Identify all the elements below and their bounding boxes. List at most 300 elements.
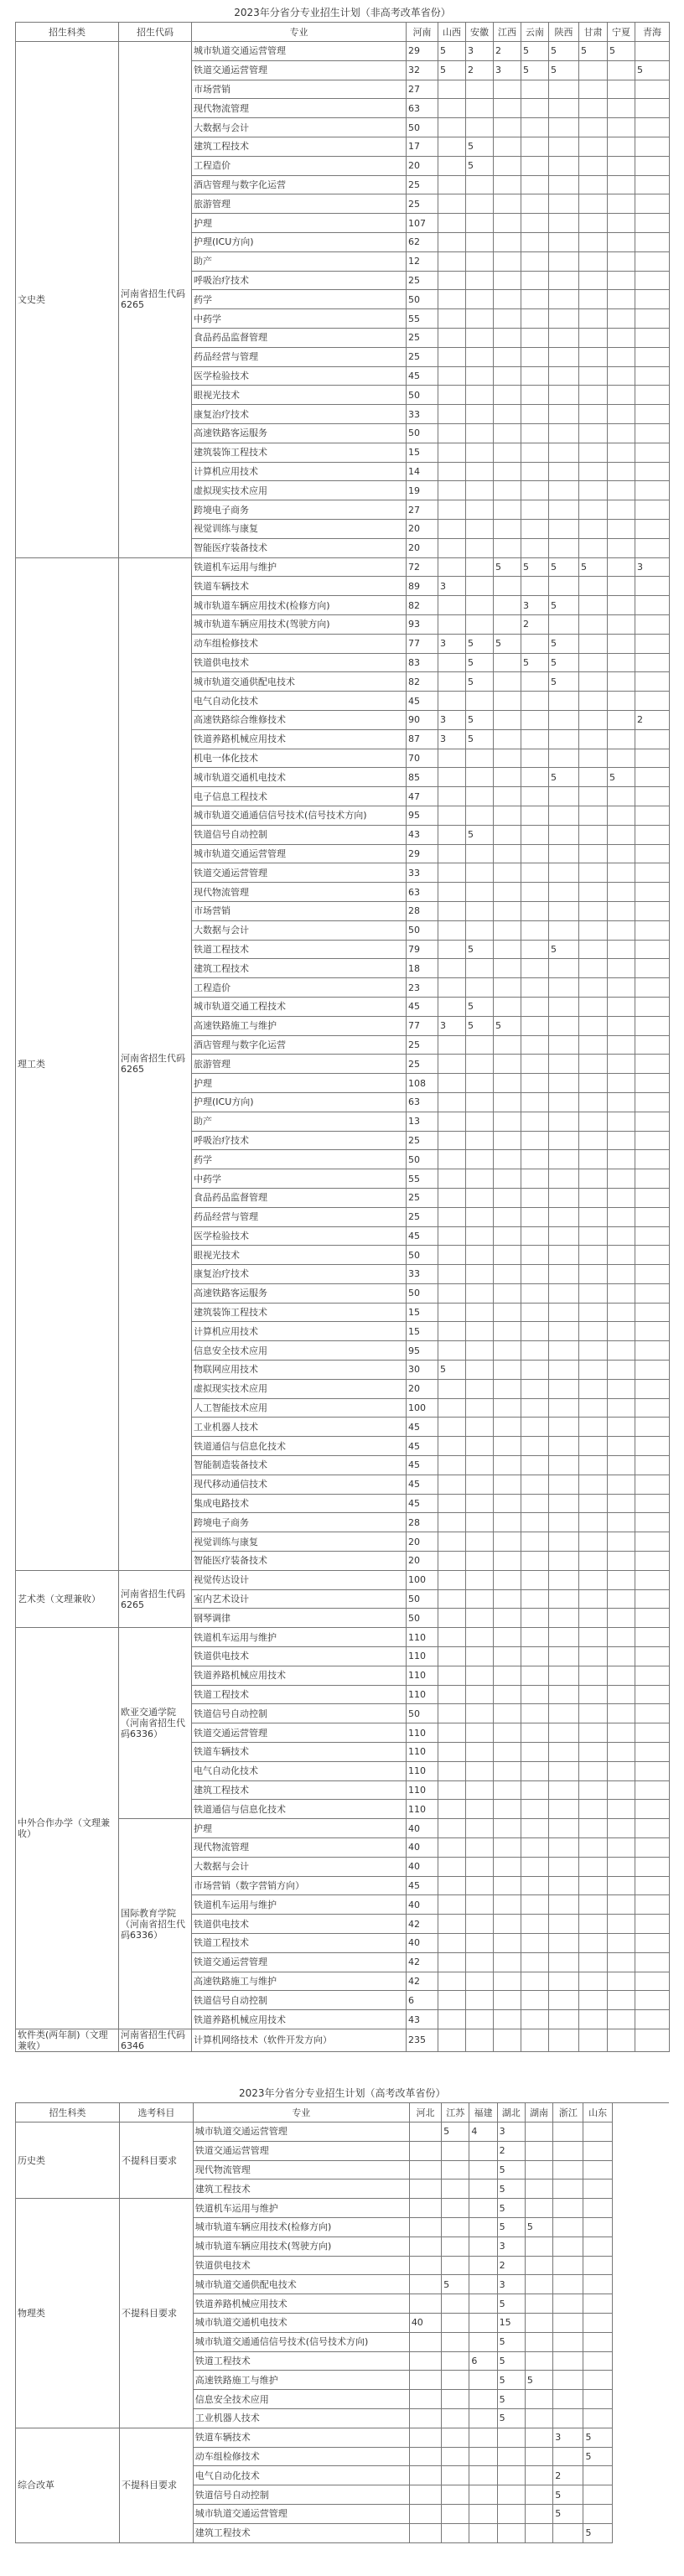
quota-cell	[549, 1092, 579, 1112]
quota-cell	[608, 692, 635, 711]
quota-cell	[466, 424, 494, 443]
quota-cell	[579, 347, 608, 366]
quota-cell	[494, 118, 521, 137]
major-cell: 城市轨道交通运营管理	[193, 2505, 409, 2524]
quota-cell: 14	[407, 462, 438, 481]
quota-cell: 25	[407, 1035, 438, 1055]
quota-cell	[549, 2010, 579, 2029]
major-cell: 城市轨道交通运营管理	[192, 844, 407, 863]
quota-cell	[525, 2256, 552, 2275]
quota-cell	[466, 1398, 494, 1418]
quota-cell: 110	[407, 1685, 438, 1704]
table-row	[16, 2122, 670, 2142]
quota-cell: 20	[407, 520, 438, 539]
quota-cell	[525, 2314, 552, 2333]
quota-cell	[635, 768, 670, 787]
quota-cell	[438, 672, 466, 692]
quota-cell	[466, 1647, 494, 1666]
major-cell: 机电一体化技术	[192, 749, 407, 768]
major-cell: 呼吸治疗技术	[192, 1131, 407, 1150]
quota-cell	[549, 1532, 579, 1552]
quota-cell	[494, 1169, 521, 1189]
quota-cell	[442, 2505, 469, 2524]
quota-cell	[521, 959, 549, 978]
quota-cell	[438, 692, 466, 711]
quota-cell	[608, 271, 635, 290]
major-cell: 铁道信号自动控制	[192, 825, 407, 844]
quota-cell	[549, 271, 579, 290]
major-cell: 助产	[192, 1112, 407, 1131]
major-cell: 铁道信号自动控制	[192, 1704, 407, 1723]
quota-cell	[438, 481, 466, 500]
quota-cell	[466, 863, 494, 883]
quota-cell	[521, 1246, 549, 1265]
quota-cell	[466, 347, 494, 366]
quota-cell	[494, 1933, 521, 1952]
major-cell: 现代物流管理	[192, 883, 407, 902]
quota-cell	[579, 1876, 608, 1895]
quota-cell	[466, 901, 494, 920]
quota-cell	[635, 920, 670, 940]
quota-cell	[438, 271, 466, 290]
quota-cell	[438, 1915, 466, 1934]
quota-cell	[553, 2122, 583, 2142]
quota-cell	[466, 271, 494, 290]
quota-cell	[438, 118, 466, 137]
quota-cell	[579, 940, 608, 959]
quota-cell	[549, 443, 579, 462]
quota-cell	[608, 920, 635, 940]
quota-cell	[525, 2294, 552, 2314]
quota-cell	[494, 1418, 521, 1437]
quota-cell	[466, 1341, 494, 1361]
quota-cell	[608, 1437, 635, 1456]
quota-cell	[494, 1112, 521, 1131]
code-cell: 河南省招生代码6265	[119, 557, 192, 1570]
table-title: 2023年分省分专业招生计划（高考改革省份）	[16, 2084, 670, 2103]
major-cell: 药学	[192, 290, 407, 309]
major-cell: 高速铁路客运服务	[192, 1283, 407, 1303]
column-header: 专业	[192, 23, 407, 42]
quota-cell	[608, 940, 635, 959]
quota-cell: 45	[407, 1494, 438, 1513]
quota-cell	[608, 1283, 635, 1303]
quota-cell	[579, 577, 608, 596]
major-cell: 铁道供电技术	[192, 1647, 407, 1666]
header-row	[16, 2103, 670, 2122]
quota-cell	[635, 1819, 670, 1838]
quota-cell	[608, 1972, 635, 1991]
quota-cell: 6	[469, 2351, 497, 2371]
quota-cell	[521, 1666, 549, 1685]
quota-cell	[438, 1265, 466, 1284]
quota-cell	[635, 175, 670, 194]
quota-cell	[438, 1723, 466, 1743]
quota-cell	[583, 2294, 612, 2314]
major-cell: 电子信息工程技术	[192, 787, 407, 806]
quota-cell	[553, 2294, 583, 2314]
quota-cell	[494, 1532, 521, 1552]
quota-cell: 5	[466, 710, 494, 729]
quota-cell	[635, 99, 670, 118]
quota-cell	[579, 1685, 608, 1704]
quota-cell	[549, 1991, 579, 2010]
quota-cell	[635, 997, 670, 1016]
quota-cell: 25	[407, 194, 438, 214]
quota-cell	[525, 2390, 552, 2409]
column-header: 江西	[494, 23, 521, 42]
code-cell: 不提科目要求	[120, 2199, 194, 2428]
quota-cell	[494, 1475, 521, 1494]
quota-cell	[635, 309, 670, 329]
quota-cell	[521, 1685, 549, 1704]
quota-cell: 20	[407, 538, 438, 557]
quota-cell	[469, 2218, 497, 2237]
quota-cell	[549, 710, 579, 729]
quota-cell	[521, 577, 549, 596]
quota-cell	[466, 1456, 494, 1475]
quota-cell	[466, 175, 494, 194]
quota-cell: 50	[407, 920, 438, 940]
quota-cell	[549, 1933, 579, 1952]
code-cell: 不提科目要求	[120, 2428, 194, 2542]
quota-cell	[438, 538, 466, 557]
quota-cell	[494, 1589, 521, 1609]
quota-cell: 5	[497, 2371, 525, 2390]
quota-cell: 3	[497, 2237, 525, 2256]
quota-cell: 4	[469, 2122, 497, 2142]
major-cell: 铁道工程技术	[192, 1933, 407, 1952]
quota-cell	[608, 1761, 635, 1780]
quota-cell: 2	[635, 710, 670, 729]
quota-cell	[579, 825, 608, 844]
quota-cell: 5	[553, 2485, 583, 2505]
quota-cell	[521, 1437, 549, 1456]
quota-cell	[438, 1761, 466, 1780]
quota-cell: 45	[407, 997, 438, 1016]
quota-cell	[579, 1418, 608, 1437]
quota-cell	[608, 729, 635, 749]
quota-cell	[579, 1074, 608, 1093]
quota-cell: 5	[466, 940, 494, 959]
quota-cell	[494, 424, 521, 443]
quota-cell: 5	[497, 2390, 525, 2409]
quota-cell	[466, 386, 494, 405]
quota-cell	[521, 520, 549, 539]
quota-cell	[466, 1819, 494, 1838]
quota-cell: 3	[497, 2275, 525, 2294]
quota-cell	[521, 768, 549, 787]
major-cell: 药品经营与管理	[192, 1207, 407, 1226]
quota-cell: 110	[407, 1800, 438, 1819]
quota-cell	[409, 2179, 441, 2199]
quota-cell	[635, 1150, 670, 1169]
quota-cell	[469, 2141, 497, 2160]
plan-table-non-reform	[15, 3, 670, 2052]
quota-cell	[579, 99, 608, 118]
quota-cell	[521, 175, 549, 194]
quota-cell	[579, 538, 608, 557]
quota-cell	[521, 1628, 549, 1647]
major-cell: 工程造价	[192, 978, 407, 998]
quota-cell	[521, 347, 549, 366]
quota-cell	[583, 2390, 612, 2409]
quota-cell: 15	[407, 1303, 438, 1322]
quota-cell	[466, 290, 494, 309]
quota-cell	[608, 634, 635, 653]
quota-cell	[549, 1226, 579, 1246]
major-cell: 智能制造装备技术	[192, 1456, 407, 1475]
quota-cell	[549, 1819, 579, 1838]
quota-cell	[438, 1876, 466, 1895]
quota-cell	[409, 2199, 441, 2218]
quota-cell	[608, 1188, 635, 1207]
quota-cell	[521, 1972, 549, 1991]
quota-cell	[438, 1647, 466, 1666]
quota-cell	[549, 118, 579, 137]
quota-cell	[494, 1226, 521, 1246]
quota-cell	[466, 1207, 494, 1226]
quota-cell	[579, 959, 608, 978]
quota-cell	[466, 1322, 494, 1341]
quota-cell	[525, 2485, 552, 2505]
quota-cell: 5	[497, 2294, 525, 2314]
quota-cell	[494, 1552, 521, 1571]
quota-cell	[608, 1933, 635, 1952]
quota-cell	[494, 920, 521, 940]
major-cell: 铁道交通运营管理	[192, 1723, 407, 1743]
quota-cell	[608, 481, 635, 500]
quota-cell: 72	[407, 557, 438, 577]
quota-cell	[608, 959, 635, 978]
quota-cell	[579, 1532, 608, 1552]
quota-cell	[442, 2409, 469, 2428]
quota-cell: 5	[497, 2179, 525, 2199]
column-header: 河北	[409, 2103, 441, 2122]
quota-cell	[579, 1016, 608, 1035]
quota-cell	[525, 2409, 552, 2428]
quota-cell: 5	[549, 768, 579, 787]
major-cell: 计算机应用技术	[192, 462, 407, 481]
quota-cell	[579, 883, 608, 902]
quota-cell	[521, 1265, 549, 1284]
quota-cell	[438, 1800, 466, 1819]
quota-cell	[579, 481, 608, 500]
quota-cell	[438, 1092, 466, 1112]
quota-cell	[553, 2314, 583, 2333]
quota-cell	[635, 1952, 670, 1972]
quota-cell: 18	[407, 959, 438, 978]
quota-cell	[494, 1704, 521, 1723]
quota-cell	[549, 1112, 579, 1131]
major-cell: 城市轨道交通通信信号技术(信号技术方向)	[192, 806, 407, 825]
quota-cell	[635, 1341, 670, 1361]
quota-cell	[635, 1379, 670, 1398]
quota-cell	[525, 2179, 552, 2199]
quota-cell	[494, 1838, 521, 1858]
quota-cell	[466, 538, 494, 557]
quota-cell	[466, 1915, 494, 1934]
quota-cell	[635, 1685, 670, 1704]
quota-cell	[525, 2332, 552, 2351]
quota-cell	[442, 2428, 469, 2447]
quota-cell	[521, 634, 549, 653]
quota-cell: 5	[549, 557, 579, 577]
quota-cell	[635, 462, 670, 481]
quota-cell	[579, 1112, 608, 1131]
quota-cell	[466, 1169, 494, 1189]
quota-cell	[494, 768, 521, 787]
quota-cell: 110	[407, 1647, 438, 1666]
quota-cell	[579, 2010, 608, 2029]
quota-cell	[549, 1016, 579, 1035]
quota-cell	[521, 749, 549, 768]
quota-cell	[494, 347, 521, 366]
quota-cell	[521, 1589, 549, 1609]
quota-cell: 20	[407, 1379, 438, 1398]
quota-cell	[635, 1991, 670, 2010]
quota-cell	[608, 710, 635, 729]
quota-cell	[438, 844, 466, 863]
quota-cell	[579, 118, 608, 137]
quota-cell	[549, 1074, 579, 1093]
quota-cell	[635, 1647, 670, 1666]
major-cell: 虚拟现实技术应用	[192, 481, 407, 500]
quota-cell	[635, 1112, 670, 1131]
category-cell: 理工类	[16, 557, 119, 1570]
quota-cell	[442, 2523, 469, 2542]
major-cell: 建筑装饰工程技术	[192, 1303, 407, 1322]
quota-cell: 27	[407, 80, 438, 99]
table-title-row	[16, 3, 670, 23]
quota-cell: 3	[438, 577, 466, 596]
quota-cell	[438, 557, 466, 577]
quota-cell	[438, 1207, 466, 1226]
quota-cell	[438, 1437, 466, 1456]
quota-cell	[608, 844, 635, 863]
quota-cell: 40	[407, 1895, 438, 1915]
quota-cell	[466, 1188, 494, 1207]
quota-cell	[608, 1207, 635, 1226]
quota-cell	[438, 1131, 466, 1150]
quota-cell	[549, 1322, 579, 1341]
quota-cell	[497, 2505, 525, 2524]
quota-cell	[549, 1475, 579, 1494]
quota-cell	[438, 1685, 466, 1704]
quota-cell	[521, 1743, 549, 1762]
quota-cell	[466, 1437, 494, 1456]
quota-cell: 2	[494, 42, 521, 61]
major-cell: 铁道供电技术	[192, 653, 407, 672]
major-cell: 大数据与会计	[192, 1857, 407, 1876]
quota-cell	[579, 137, 608, 157]
quota-cell	[635, 1265, 670, 1284]
quota-cell: 45	[407, 1876, 438, 1895]
quota-cell	[583, 2141, 612, 2160]
major-cell: 铁道机车运用与维护	[192, 1628, 407, 1647]
quota-cell	[494, 1666, 521, 1685]
quota-cell	[521, 386, 549, 405]
quota-cell	[635, 1437, 670, 1456]
major-cell: 动车组检修技术	[193, 2447, 409, 2466]
quota-cell	[579, 1513, 608, 1532]
major-cell: 物联网应用技术	[192, 1361, 407, 1380]
major-cell: 铁道养路机械应用技术	[192, 2010, 407, 2029]
quota-cell	[494, 1819, 521, 1838]
quota-cell	[494, 1361, 521, 1380]
quota-cell	[521, 1800, 549, 1819]
quota-cell	[438, 1570, 466, 1589]
quota-cell	[549, 214, 579, 233]
quota-cell	[579, 920, 608, 940]
quota-cell	[521, 1226, 549, 1246]
quota-cell	[635, 577, 670, 596]
quota-cell	[466, 596, 494, 615]
quota-cell	[409, 2332, 441, 2351]
quota-cell	[608, 1341, 635, 1361]
quota-cell: 43	[407, 2010, 438, 2029]
column-header: 云南	[521, 23, 549, 42]
quota-cell	[466, 1857, 494, 1876]
quota-cell	[438, 1628, 466, 1647]
quota-cell	[438, 1379, 466, 1398]
quota-cell	[579, 329, 608, 348]
quota-cell	[579, 1743, 608, 1762]
quota-cell	[521, 1035, 549, 1055]
major-cell: 铁道养路机械应用技术	[192, 1666, 407, 1685]
quota-cell: 5	[608, 42, 635, 61]
quota-cell	[409, 2523, 441, 2542]
quota-cell	[521, 883, 549, 902]
quota-cell	[521, 194, 549, 214]
quota-cell: 2	[497, 2141, 525, 2160]
quota-cell	[635, 1972, 670, 1991]
major-cell: 铁道交通运营管理	[192, 863, 407, 883]
quota-cell	[549, 1666, 579, 1685]
quota-cell	[635, 118, 670, 137]
quota-cell	[521, 1780, 549, 1800]
quota-cell	[521, 99, 549, 118]
major-cell: 铁道通信与信息化技术	[192, 1800, 407, 1819]
quota-cell	[466, 1780, 494, 1800]
quota-cell	[438, 749, 466, 768]
quota-cell	[579, 500, 608, 520]
quota-cell	[579, 672, 608, 692]
quota-cell	[608, 978, 635, 998]
code-cell: 河南省招生代码6346	[119, 2029, 192, 2051]
quota-cell	[579, 768, 608, 787]
quota-cell	[494, 1074, 521, 1093]
quota-cell	[635, 1322, 670, 1341]
quota-cell	[494, 481, 521, 500]
quota-cell	[579, 1150, 608, 1169]
quota-cell: 5	[521, 60, 549, 80]
quota-cell	[494, 863, 521, 883]
quota-cell: 33	[407, 863, 438, 883]
quota-cell	[608, 500, 635, 520]
quota-cell	[494, 233, 521, 252]
quota-cell: 19	[407, 481, 438, 500]
quota-cell	[549, 1895, 579, 1915]
quota-cell	[466, 405, 494, 424]
quota-cell	[525, 2466, 552, 2485]
quota-cell	[635, 883, 670, 902]
quota-cell: 50	[407, 118, 438, 137]
quota-cell	[466, 1933, 494, 1952]
quota-cell	[579, 729, 608, 749]
quota-cell	[579, 1857, 608, 1876]
quota-cell	[494, 729, 521, 749]
